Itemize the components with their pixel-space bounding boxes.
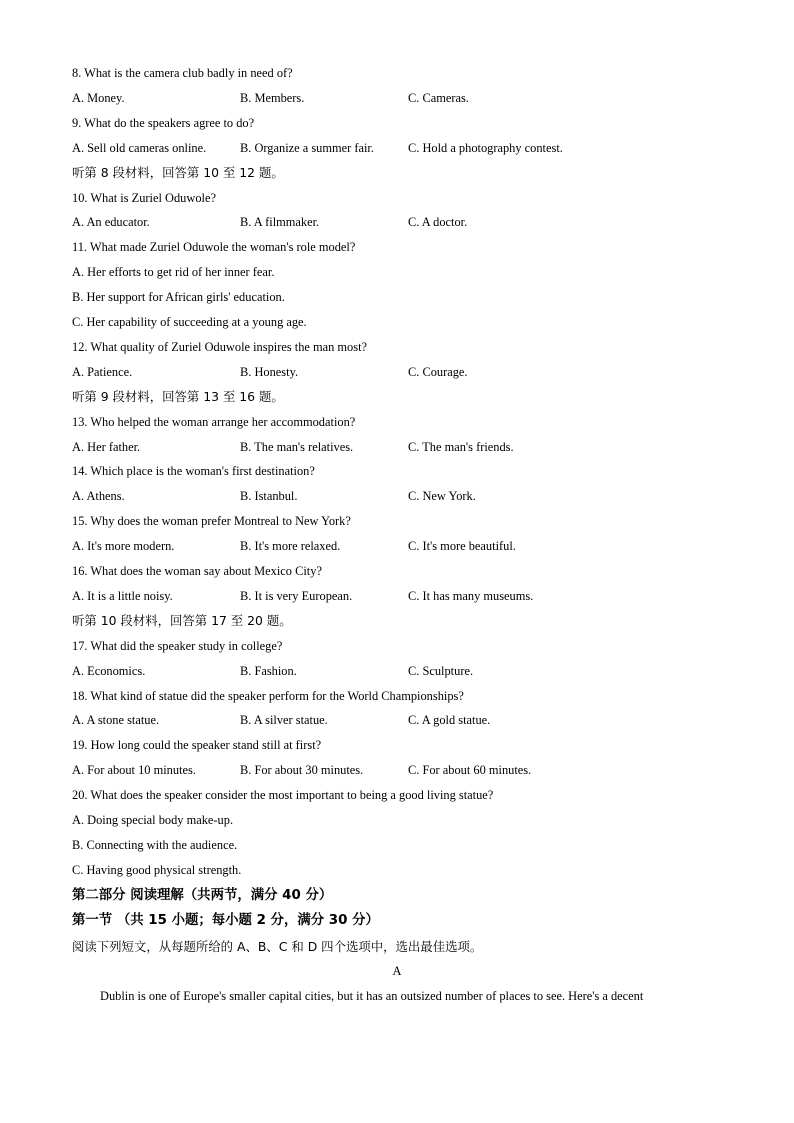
question-line: 9. What do the speakers agree to do?	[72, 115, 255, 130]
option-a: A. It is a little noisy.	[72, 588, 173, 603]
part2-heading: 第二部分 阅读理解（共两节，满分 40 分）	[72, 888, 333, 903]
option-a: A. Athens.	[72, 489, 125, 504]
question-line: C. Her capability of succeeding at a young age.	[72, 315, 307, 329]
option-c: C. New York.	[408, 489, 476, 504]
option-b: B. It's more relaxed.	[240, 539, 341, 554]
question-line: A. Her efforts to get rid of her inner fear.	[72, 265, 275, 280]
option-a: A. A stone statue.	[72, 713, 160, 728]
option-b: B. Fashion.	[240, 663, 297, 678]
question-line: 8. What is the camera club badly in need of?	[72, 66, 293, 80]
option-c: C. Cameras.	[408, 90, 469, 105]
section-instruction: 听第 9 段材料，回答第 13 至 16 题。	[72, 388, 284, 404]
option-b: B. Members.	[240, 90, 305, 105]
question-line: 13. Who helped the woman arrange her accommodation?	[72, 414, 356, 429]
option-c: C. It has many museums.	[408, 588, 534, 603]
option-b: B. Organize a summer fair.	[240, 140, 374, 155]
question-line: 19. How long could the speaker stand still at first?	[72, 738, 322, 753]
option-b: B. For about 30 minutes.	[240, 763, 364, 778]
option-b: B. A silver statue.	[240, 713, 328, 728]
option-a: A. Sell old cameras online.	[72, 140, 207, 155]
option-c: C. For about 60 minutes.	[408, 763, 532, 778]
question-line: B. Connecting with the audience.	[72, 837, 238, 852]
option-a: A. Her father.	[72, 439, 141, 454]
reading-instruction: 阅读下列短文，从每题所给的 A、B、C 和 D 四个选项中，选出最佳选项。	[72, 939, 483, 954]
passage-text: Dublin is one of Europe's smaller capital cities, but it has an outsized number of places to see. Here's a decent	[100, 989, 644, 1003]
option-c: C. Sculpture.	[408, 663, 474, 678]
question-line: 18. What kind of statue did the speaker perform for the World Championships?	[72, 688, 464, 703]
question-line: 10. What is Zuriel Oduwole?	[72, 190, 216, 205]
question-line: 17. What did the speaker study in college?	[72, 638, 283, 653]
option-a: A. It's more modern.	[72, 539, 175, 554]
option-c: C. It's more beautiful.	[408, 539, 516, 554]
option-b: B. It is very European.	[240, 588, 353, 603]
section1-heading: 第一节 （共 15 小题；每小题 2 分，满分 30 分）	[72, 913, 379, 928]
option-b: B. Honesty.	[240, 364, 299, 379]
section-instruction: 听第 8 段材料，回答第 10 至 12 题。	[72, 164, 284, 180]
option-b: B. The man's relatives.	[240, 439, 354, 454]
option-c: C. A doctor.	[408, 215, 468, 230]
option-c: C. Hold a photography contest.	[408, 140, 563, 155]
section-instruction: 听第 10 段材料，回答第 17 至 20 题。	[72, 612, 292, 628]
question-line: 14. Which place is the woman's first destination?	[72, 464, 315, 479]
question-line: 16. What does the woman say about Mexico City?	[72, 564, 322, 578]
passage-label: A	[392, 964, 402, 978]
option-b: B. Istanbul.	[240, 489, 298, 504]
option-a: A. Patience.	[72, 364, 133, 379]
question-line: A. Doing special body make-up.	[72, 813, 234, 827]
question-line: 20. What does the speaker consider the most important to being a good living statue?	[72, 788, 494, 803]
option-a: A. Economics.	[72, 663, 146, 678]
option-b: B. A filmmaker.	[240, 215, 320, 230]
option-c: C. A gold statue.	[408, 713, 491, 728]
option-a: A. For about 10 minutes.	[72, 763, 196, 778]
question-line: 11. What made Zuriel Oduwole the woman's role model?	[72, 240, 356, 255]
option-c: C. The man's friends.	[408, 439, 514, 454]
option-c: C. Courage.	[408, 364, 468, 379]
question-line: 15. Why does the woman prefer Montreal to New York?	[72, 514, 351, 529]
question-line: B. Her support for African girls' education.	[72, 290, 285, 305]
question-line: C. Having good physical strength.	[72, 862, 242, 877]
option-a: A. Money.	[72, 90, 125, 105]
question-line: 12. What quality of Zuriel Oduwole inspires the man most?	[72, 339, 368, 354]
option-a: A. An educator.	[72, 215, 150, 230]
